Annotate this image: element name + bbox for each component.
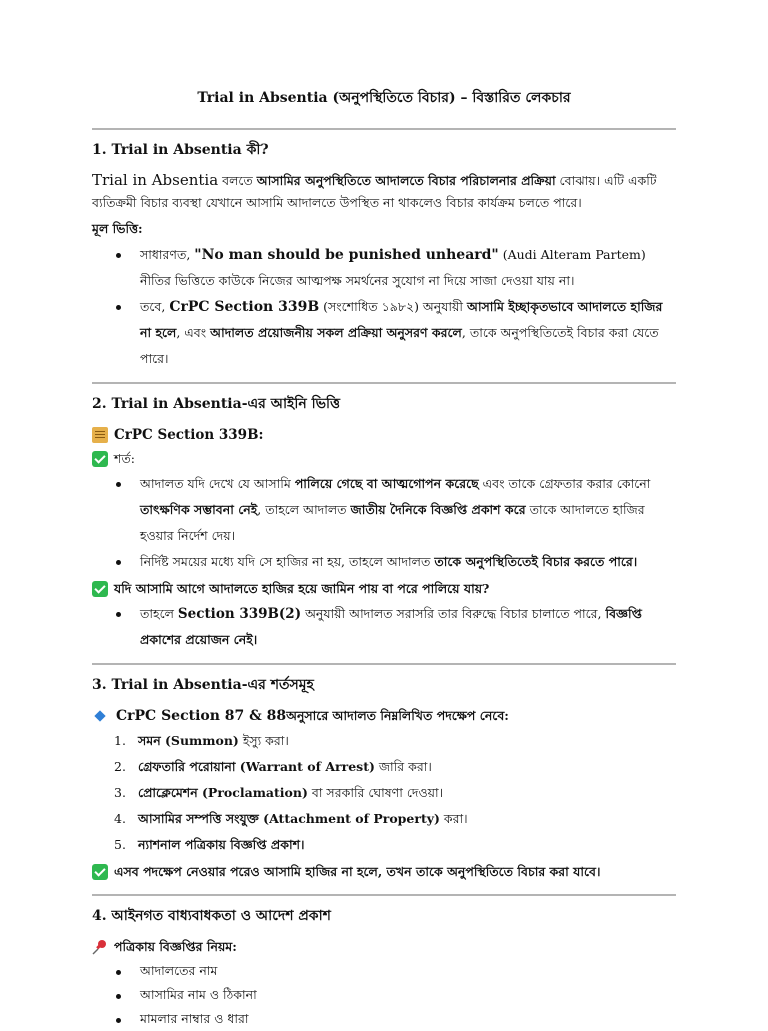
step-number: 3. bbox=[114, 785, 126, 800]
text: (Audi Alteram Partem) নীতির ভিত্তিতে কাউকে নিজের আত্মপক্ষ সমর্থনের সুযোগ না দিয়ে সাজা দেওয়া যায় না। bbox=[140, 247, 646, 288]
section-339b-label bbox=[92, 423, 676, 447]
blue-diamond-icon bbox=[94, 710, 105, 721]
section-87-88-lead bbox=[92, 704, 676, 728]
section-1-intro bbox=[92, 169, 676, 214]
text: সাধারণত, bbox=[140, 247, 195, 262]
emphasis: গ্রেফতারি পরোয়ানা (Warrant of Arrest) bbox=[138, 759, 375, 774]
section-divider bbox=[92, 894, 676, 896]
text: জারি করা। bbox=[374, 759, 432, 774]
section-4-heading: 4. আইনগত বাধ্যবাধকতা ও আদেশ প্রকাশ bbox=[92, 908, 331, 924]
emphasis: CrPC Section 339B bbox=[169, 299, 320, 315]
step-number: 5. bbox=[114, 837, 126, 852]
notice-rules-label bbox=[92, 935, 676, 959]
emphasis: আদালত প্রয়োজনীয় সকল প্রক্রিয়া অনুসরণ করলে bbox=[210, 325, 462, 340]
list-item bbox=[114, 601, 676, 653]
emphasis: জাতীয় দৈনিকে বিজ্ঞপ্তি প্রকাশ করে bbox=[350, 502, 526, 517]
emphasis: তাকে অনুপস্থিতিতেই বিচার করতে পারে। bbox=[434, 554, 638, 569]
condition-label bbox=[92, 447, 676, 471]
text: বা সরকারি ঘোষণা দেওয়া। bbox=[307, 785, 444, 800]
bail-question bbox=[92, 577, 676, 601]
label-text: পত্রিকায় বিজ্ঞপ্তির নিয়ম: bbox=[114, 939, 237, 954]
text: তাকে আদালতে হাজির হওয়ার নির্দেশ দেয়। bbox=[140, 502, 645, 543]
text: , তাহলে আদালত bbox=[257, 502, 351, 517]
intro-emphasis: আসামির অনুপস্থিতিতে আদালতে বিচার পরিচালনার প্রক্রিয়া bbox=[256, 173, 556, 188]
text: আদালত যদি দেখে যে আসামি bbox=[140, 476, 295, 491]
base-list bbox=[92, 242, 676, 372]
section-4 bbox=[92, 904, 676, 1031]
text: অনুযায়ী আদালত সরাসরি তার বিরুদ্ধে বিচার চালাতে পারে, bbox=[301, 606, 606, 621]
check-box-icon bbox=[92, 581, 108, 597]
emphasis: Section 339B(2) bbox=[177, 606, 302, 622]
section-1-heading: 1. Trial in Absentia কী? bbox=[92, 142, 269, 158]
step-item bbox=[114, 754, 676, 780]
check-box-icon bbox=[92, 451, 108, 467]
question-text: যদি আসামি আগে আদালতে হাজির হয়ে জামিন পায় বা পরে পালিয়ে যায়? bbox=[114, 581, 490, 596]
step-number: 1. bbox=[114, 733, 126, 748]
section-3 bbox=[92, 673, 676, 884]
document-body bbox=[92, 86, 676, 1031]
bail-list bbox=[92, 601, 676, 653]
text: এবং তাকে গ্রেফতার করার কোনো bbox=[478, 476, 651, 491]
step-number: 2. bbox=[114, 759, 126, 774]
step-item bbox=[114, 780, 676, 806]
section-divider bbox=[92, 128, 676, 130]
document-title: Trial in Absentia (অনুপস্থিতিতে বিচার) – বিস্তারিত লেকচার bbox=[197, 90, 571, 106]
section-2 bbox=[92, 392, 676, 653]
emphasis: তাৎক্ষণিক সম্ভাবনা নেই bbox=[140, 502, 258, 517]
text: , এবং bbox=[176, 325, 211, 340]
text: , তাকে অনুপস্থিতিতেই বিচার করা যেতে পারে। bbox=[140, 325, 659, 366]
list-item bbox=[114, 294, 676, 372]
section-divider bbox=[92, 663, 676, 665]
emphasis: ন্যাশনাল পত্রিকায় বিজ্ঞপ্তি প্রকাশ। bbox=[138, 837, 305, 852]
intro-text: বলতে bbox=[218, 173, 257, 188]
notice-rules-list bbox=[92, 959, 676, 1031]
list-item: আদালতের নাম bbox=[114, 959, 676, 983]
scroll-icon bbox=[92, 427, 108, 443]
list-item bbox=[114, 549, 676, 575]
text: ইস্যু করা। bbox=[238, 733, 289, 748]
section-divider bbox=[92, 382, 676, 384]
step-item bbox=[114, 832, 676, 858]
emphasis: সমন (Summon) bbox=[138, 733, 239, 748]
condition-list bbox=[92, 471, 676, 575]
text: অনুসারে আদালত নিম্নলিখিত পদক্ষেপ নেবে: bbox=[286, 708, 509, 723]
text: নির্দিষ্ট সময়ের মধ্যে যদি সে হাজির না হয়, তাহলে আদালত bbox=[140, 554, 435, 569]
text: (সংশোধিত ১৯৮২) অনুযায়ী bbox=[319, 299, 467, 314]
emphasis: CrPC Section 87 & 88 bbox=[116, 708, 287, 724]
check-box-icon bbox=[92, 864, 108, 880]
list-item bbox=[114, 471, 676, 549]
conclusion-text: এসব পদক্ষেপ নেওয়ার পরেও আসামি হাজির না হলে, তখন তাকে অনুপস্থিতিতে বিচার করা যাবে। bbox=[114, 864, 601, 879]
section-2-heading: 2. Trial in Absentia-এর আইনি ভিত্তি bbox=[92, 396, 341, 412]
emphasis: পালিয়ে গেছে বা আত্মগোপন করেছে bbox=[294, 476, 479, 491]
base-label: মূল ভিত্তি: bbox=[92, 221, 143, 236]
intro-lead: Trial in Absentia bbox=[92, 171, 219, 189]
step-item bbox=[114, 728, 676, 754]
text: করা। bbox=[439, 811, 468, 826]
emphasis: "No man should be punished unheard" bbox=[194, 247, 499, 263]
text: তাহলে bbox=[140, 606, 178, 621]
list-item: মামলার নাম্বার ও ধারা bbox=[114, 1007, 676, 1031]
section-3-conclusion bbox=[92, 860, 676, 884]
emphasis: আসামির সম্পত্তি সংযুক্ত (Attachment of Property) bbox=[138, 811, 440, 826]
step-item bbox=[114, 806, 676, 832]
steps-list bbox=[92, 728, 676, 858]
step-number: 4. bbox=[114, 811, 126, 826]
list-item bbox=[114, 242, 676, 294]
list-item: আসামির নাম ও ঠিকানা bbox=[114, 983, 676, 1007]
emphasis: প্রোক্লেমেশন (Proclamation) bbox=[138, 785, 308, 800]
pushpin-icon bbox=[92, 939, 108, 955]
text: তবে, bbox=[140, 299, 170, 314]
emphasis: বিজ্ঞপ্তি প্রকাশের প্রয়োজন নেই। bbox=[140, 606, 642, 647]
label-text: শর্ত: bbox=[114, 451, 135, 466]
label-text: CrPC Section 339B: bbox=[114, 427, 264, 443]
emphasis: আসামি ইচ্ছাকৃতভাবে আদালতে হাজির না হলে bbox=[140, 299, 663, 340]
section-1 bbox=[92, 138, 676, 372]
section-3-heading: 3. Trial in Absentia-এর শর্তসমূহ bbox=[92, 677, 314, 693]
intro-text: বোঝায়। এটি একটি ব্যতিক্রমী বিচার ব্যবস্থা যেখানে আসামি আদালতে উপস্থিত না থাকলেও বিচার কার্যক্রম চলতে পারে। bbox=[92, 173, 657, 210]
